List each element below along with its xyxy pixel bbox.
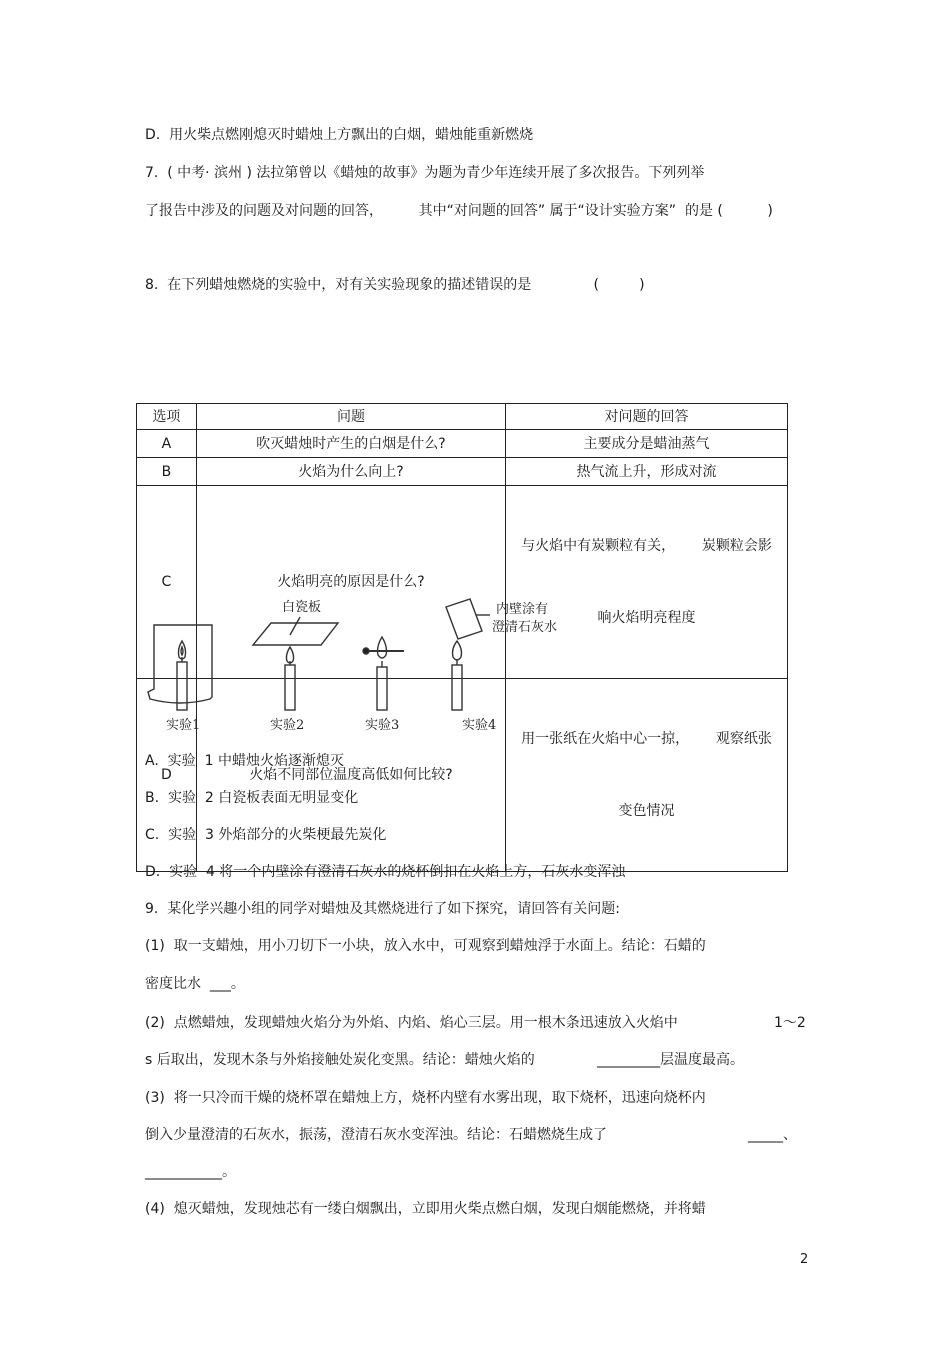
candle-experiments-figure [140,597,600,742]
answer-text: 热气流上升，形成对流 [576,463,717,480]
row-option: D [137,679,197,872]
q8-option-c: C. 实验 3 外焰部分的火柴梗最先炭化 [145,827,387,843]
answer-text-line-1: 用一张纸在火焰中心一掠， 观察纸张 [521,731,772,747]
caption-experiment-2: 实验2 [270,718,305,733]
experiment-3-drawing [363,637,404,710]
q8-option-d: D. 实验 4 将一个内壁涂有澄清石灰水的烧杯倒扣在火焰上方，石灰水变浑浊 [145,864,626,880]
q8-option-a: A. 实验 1 中蜡烛火焰逐渐熄灭 [145,753,344,769]
table-row [137,430,788,458]
answer-text-line-2: 响火焰明亮程度 [597,610,696,626]
label-inner-wall-2: 澄清石灰水 [492,620,558,635]
header-option: 选项 [137,404,197,430]
answer-text-line-1: 与火焰中有炭颗粒有关， 炭颗粒会影 [521,538,772,554]
header-answer: 对问题的回答 [506,404,788,430]
row-question: 火焰不同部位温度高低如何比较? [196,679,505,872]
answer-text-line-2: 变色情况 [618,803,675,819]
experiment-1-drawing [148,625,212,710]
experiment-4-drawing [446,599,490,710]
row-option: C [137,486,197,679]
row-answer [506,430,788,458]
q9-part2-line2: s 后取出，发现木条与外焰接触处炭化变黑。结论：蜡烛火焰的 _________层温度最高。 [145,1052,745,1068]
header-question: 问题 [196,404,505,430]
row-option: B [137,458,197,486]
row-question: 火焰为什么向上? [196,458,505,486]
q6-option-d: D. 用火柴点燃刚熄灭时蜡烛上方飘出的白烟，蜡烛能重新燃烧 [145,127,534,143]
q9-part3-line1: (3) 将一只冷而干燥的烧杯罩在蜡烛上方，烧杯内壁有水雾出现，取下烧杯，迅速向烧杯内 [145,1090,706,1106]
caption-experiment-4: 实验4 [462,718,497,733]
q9-part3-line2: 倒入少量澄清的石灰水，振荡，澄清石灰水变浑浊。结论：石蜡燃烧生成了 [145,1127,607,1143]
q8-stem: 8. 在下列蜡烛燃烧的实验中，对有关实验现象的描述错误的是 ( ) [145,277,645,293]
q7-line-2: 了报告中涉及的问题及对问题的回答， 其中“对问题的回答” 属于“设计实验方案” 的是 ( ) [145,203,773,219]
q9-part2-line1-tail: 1～2 [774,1015,806,1031]
caption-experiment-3: 实验3 [365,718,400,733]
row-option: A [137,430,197,458]
page-number: 2 [800,1252,809,1267]
q9-part2-line1: (2) 点燃蜡烛，发现蜡烛火焰分为外焰、内焰、焰心三层。用一根木条迅速放入火焰中 [145,1015,678,1031]
q9-part4-line1: (4) 熄灭蜡烛，发现烛芯有一缕白烟飘出，立即用火柴点燃白烟，发现白烟能燃烧，并将蜡 [145,1201,706,1217]
label-inner-wall-1: 内壁涂有 [496,602,549,617]
q9-part3-line2-tail: _____、 [748,1127,797,1143]
q7-line-1: 7. ( 中考· 滨州 ) 法拉第曾以《蜡烛的故事》为题为青少年连续开展了多次报告。下列列举 [145,165,705,181]
q9-stem: 9. 某化学兴趣小组的同学对蜡烛及其燃烧进行了如下探究，请回答有关问题: [145,901,620,917]
q9-part3-line3: ___________。 [145,1164,236,1180]
experiment-2-drawing [253,617,338,710]
table-header-row [137,404,788,430]
table-row [137,458,788,486]
q9-part1-line1: (1) 取一支蜡烛，用小刀切下一小块，放入水中，可观察到蜡烛浮于水面上。结论：石蜡的 [145,938,706,954]
answer-text: 主要成分是蜡油蒸气 [583,435,710,452]
row-answer [506,458,788,486]
q9-part1-line2: 密度比水 ___。 [145,976,245,992]
label-porcelain-board: 白瓷板 [282,600,322,615]
q8-option-b: B. 实验 2 白瓷板表面无明显变化 [145,790,359,806]
row-question: 火焰明亮的原因是什么? [196,486,505,679]
caption-experiment-1: 实验1 [166,718,201,733]
row-question: 吹灭蜡烛时产生的白烟是什么? [196,430,505,458]
